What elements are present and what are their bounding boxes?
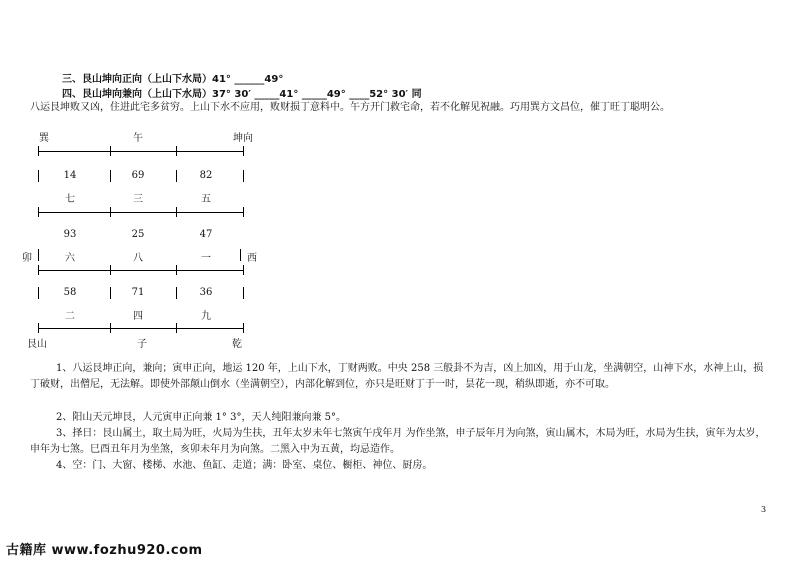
note-1: 1、八运艮坤正向，兼向；寅申正向，地运 120 年，上山下水，丁财两败。中央 258 三般卦不为吉，凶上加凶，用于山龙，坐满朝空，山神下水，水神上山，损丁破财，出僧尼，无法解。即使外部颠山倒水（坐满朝空），内部化解到位，亦只是旺财丁于一时，昙花一现，稍纵即逝，亦不可取。 (30, 363, 764, 390)
grid-tick (38, 287, 39, 299)
cell-num: 36 (199, 287, 213, 298)
note-2: 2、阳山天元坤艮，人元寅申正向兼 1° 3°，天人纯阳兼向兼 5°。 (56, 412, 346, 423)
cell-star: 四 (133, 311, 143, 322)
label-xi: 西 (247, 253, 257, 264)
grid-line-row2 (38, 270, 243, 271)
heading-jianxiang: 四、艮山坤向兼向（上山下水局）37° 30′ _____41° _____49° ____52° 30′ 同 (62, 89, 422, 100)
cell-star: 九 (201, 311, 211, 322)
page-number: 3 (761, 505, 767, 514)
grid-tick (110, 170, 111, 182)
grid-tick (38, 207, 39, 217)
cell-num: 58 (63, 287, 77, 298)
grid-tick (110, 287, 111, 299)
grid-tick (110, 323, 111, 333)
cell-num: 71 (131, 287, 145, 298)
grid-tick (243, 287, 244, 299)
cell-star: 二 (65, 311, 75, 322)
grid-tick (38, 146, 39, 156)
site-footer: 古籍库 www.fozhu920.com (6, 543, 203, 558)
cell-num: 25 (131, 229, 145, 240)
cell-num: 69 (131, 170, 145, 181)
grid-line-bottom (38, 328, 243, 329)
cell-star: 六 (65, 253, 75, 264)
cell-num: 93 (63, 229, 77, 240)
grid-line-top (38, 151, 243, 152)
grid-tick (38, 170, 39, 182)
grid-tick (110, 265, 111, 275)
grid-line-row1 (38, 212, 243, 213)
label-zi: 子 (137, 339, 147, 350)
label-qian: 乾 (232, 339, 242, 350)
cell-star: 一 (201, 253, 211, 264)
cell-star: 三 (133, 194, 143, 205)
label-wu: 午 (133, 133, 143, 144)
grid-tick (176, 207, 177, 217)
heading-zhengxiang: 三、艮山坤向正向（上山下水局）41° ______49° (62, 74, 284, 85)
cell-star: 八 (133, 253, 143, 264)
grid-tick (243, 207, 244, 217)
note-4: 4、空：门、大窗、楼梯、水池、鱼缸、走道；满：卧室、桌位、橱柜、神位、厨房。 (56, 460, 433, 471)
cell-num: 82 (199, 170, 213, 181)
grid-tick (38, 265, 39, 275)
note-3: 3、择日：艮山属土，取土局为旺，火局为生扶，丑年太岁未年七煞寅午戌年月 为作坐煞，申子辰年月为向煞，寅山属木，木局为旺，水局为生扶，寅年为太岁，申年为七煞。巳酉丑年月为坐煞，亥卯未年月为向煞。二黑入中为五黄，均忌造作。 (30, 428, 766, 455)
grid-tick (243, 265, 244, 275)
grid-tick (176, 323, 177, 333)
cell-star: 七 (65, 194, 75, 205)
grid-tick (176, 287, 177, 299)
intro-paragraph: 八运艮坤败又凶，住进此宅多贫穷。上山下水不应用，败财损丁意料中。午方开门救宅命，若不化解见祝融。巧用巽方文昌位，催丁旺丁聪明公。 (30, 102, 670, 113)
grid-tick (243, 170, 244, 182)
grid-tick (176, 265, 177, 275)
cell-star: 五 (201, 194, 211, 205)
grid-tick (240, 249, 241, 261)
label-kunxiang: 坤向 (233, 133, 253, 144)
label-genshan: 艮山 (27, 339, 47, 350)
cell-num: 47 (199, 229, 213, 240)
label-xun: 巽 (39, 133, 49, 144)
grid-tick (176, 170, 177, 182)
grid-tick (38, 323, 39, 333)
grid-tick (243, 146, 244, 156)
grid-tick (243, 323, 244, 333)
grid-tick (110, 207, 111, 217)
grid-tick (38, 249, 39, 261)
grid-tick (176, 146, 177, 156)
label-mao: 卯 (22, 253, 32, 264)
cell-num: 14 (63, 170, 77, 181)
grid-tick (110, 146, 111, 156)
